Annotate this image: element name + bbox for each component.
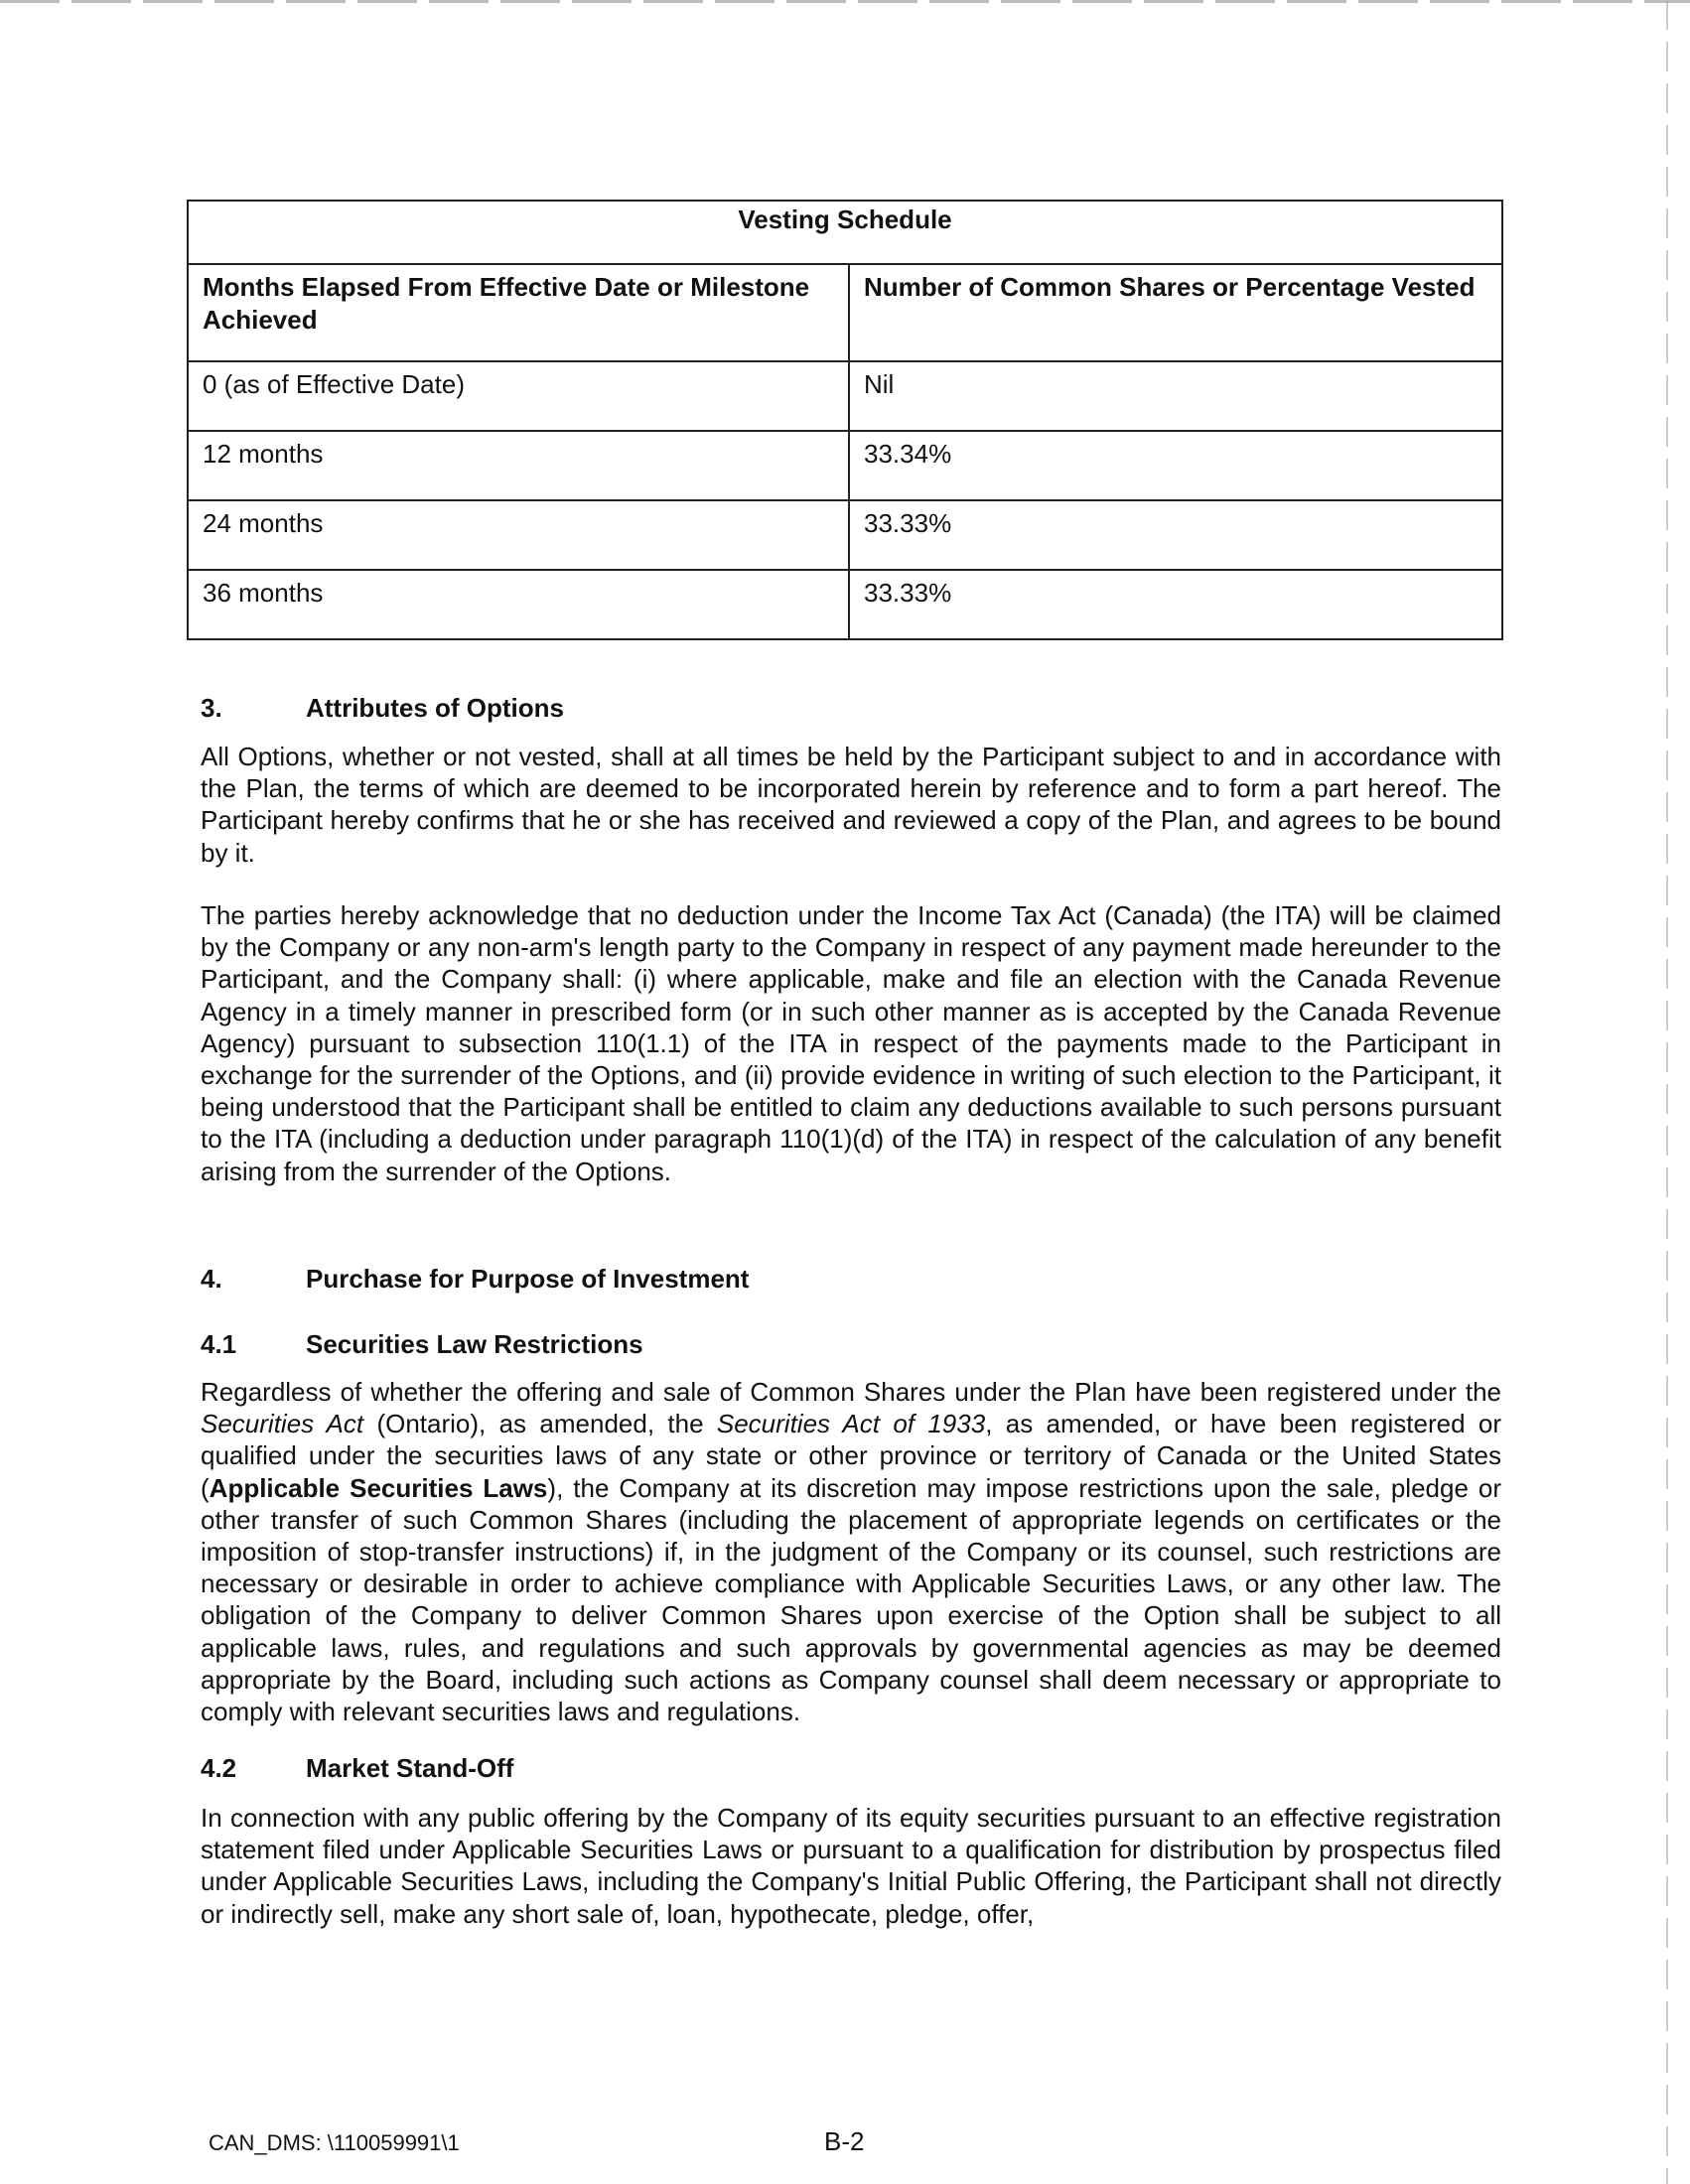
statute-name: Securities Act	[201, 1409, 364, 1439]
section-title: Securities Law Restrictions	[306, 1329, 643, 1359]
para-text: ), the Company at its discretion may impose restrictions upon the sale, pledge or other transfer of such Common Shares (including the placement of appropriate legends on certificates or the imposition of stop-transfer instructions) if, in the judgment of the Company or its counsel, such restrictions are necessary or desirable in order to achieve compliance with Applicable Securities Laws, or any other law. The obligation of the Company to deliver Common Shares upon exercise of the Option shall be subject to all applicable laws, rules, and regulations and such approvals by governmental agencies as may be deemed appropriate by the Board, including such actions as Company counsel shall deem necessary or appropriate to comply with relevant securities laws and regulations.	[201, 1472, 1501, 1727]
table-cell: Nil	[849, 361, 1502, 431]
section-3-paragraph-1: All Options, whether or not vested, shall at all times be held by the Participant subject to and in accordance with the Plan, the terms of which are deemed to be incorporated herein by reference and to form a part hereof. The Participant hereby confirms that he or she has received and reviewed a copy of the Plan, and agrees to be bound by it.	[201, 742, 1501, 868]
table-row	[188, 570, 1502, 639]
vesting-schedule-table	[187, 200, 1503, 640]
section-number: 4.1	[201, 1329, 237, 1359]
section-3-paragraph-2: The parties hereby acknowledge that no deduction under the Income Tax Act (Canada) (the ITA) will be claimed by the Company or any non-arm's length party to the Company in respect of any payment made hereunder to the Participant, and the Company shall: (i) where applicable, make and file an election with the Canada Revenue Agency in a timely manner in prescribed form (or in such other manner as is accepted by the Canada Revenue Agency) pursuant to subsection 110(1.1) of the ITA in respect of the payments made to the Participant in exchange for the surrender of the Options, and (ii) provide evidence in writing of such election to the Participant, it being understood that the Participant shall be entitled to claim any deductions available to such persons pursuant to the ITA (including a deduction under paragraph 110(1)(d) of the ITA) in respect of the calculation of any benefit arising from the surrender of the Options.	[201, 900, 1501, 1186]
table-cell: 12 months	[188, 431, 849, 500]
section-4-1-paragraph	[201, 1376, 1501, 1727]
table-cell: 33.33%	[849, 570, 1502, 639]
table-cell: 36 months	[188, 570, 849, 639]
section-title: Attributes of Options	[306, 693, 564, 723]
document-id: CAN_DMS: \110059991\1	[209, 2130, 460, 2155]
table-cell: 0 (as of Effective Date)	[188, 361, 849, 431]
section-3-heading	[201, 692, 564, 724]
para-text: (Ontario), as amended, the	[363, 1409, 717, 1439]
column-header-months: Months Elapsed From Effective Date or Milestone Achieved	[188, 264, 849, 361]
section-4-1-heading	[201, 1328, 643, 1360]
table-row	[188, 361, 1502, 431]
section-title: Market Stand-Off	[306, 1753, 514, 1783]
table-row	[188, 431, 1502, 500]
table-cell: 33.33%	[849, 500, 1502, 570]
section-4-heading	[201, 1263, 749, 1295]
para-text: , as amended, or have been registered or qualified under the securities laws of any state or other province or territory of Canada or the United States (	[201, 1409, 1501, 1503]
section-number: 4.	[201, 1264, 222, 1294]
scan-edge-right	[1666, 0, 1668, 2184]
table-row	[188, 500, 1502, 570]
section-title: Purchase for Purpose of Investment	[306, 1264, 750, 1294]
scan-edge-top	[0, 0, 1690, 3]
section-4-2-paragraph: In connection with any public offering by the Company of its equity securities pursuant to an effective registration statement filed under Applicable Securities Laws or pursuant to a qualification for distribution by prospectus filed under Applicable Securities Laws, including the Company's Initial Public Offering, the Participant shall not directly or indirectly sell, make any short sale of, loan, hypothecate, pledge, offer,	[201, 1803, 1501, 1929]
para-text: Regardless of whether the offering and sale of Common Shares under the Plan have been registered under the	[201, 1377, 1501, 1407]
table-cell: 24 months	[188, 500, 849, 570]
section-number: 3.	[201, 693, 222, 723]
table-cell: 33.34%	[849, 431, 1502, 500]
defined-term: Applicable Securities Laws	[209, 1472, 548, 1503]
section-number: 4.2	[201, 1753, 237, 1783]
statute-name: Securities Act of 1933	[716, 1409, 986, 1439]
section-4-2-heading	[201, 1752, 513, 1784]
column-header-vested: Number of Common Shares or Percentage Vested	[849, 264, 1502, 361]
table-title: Vesting Schedule	[188, 201, 1502, 264]
page-number: B-2	[824, 2126, 865, 2156]
